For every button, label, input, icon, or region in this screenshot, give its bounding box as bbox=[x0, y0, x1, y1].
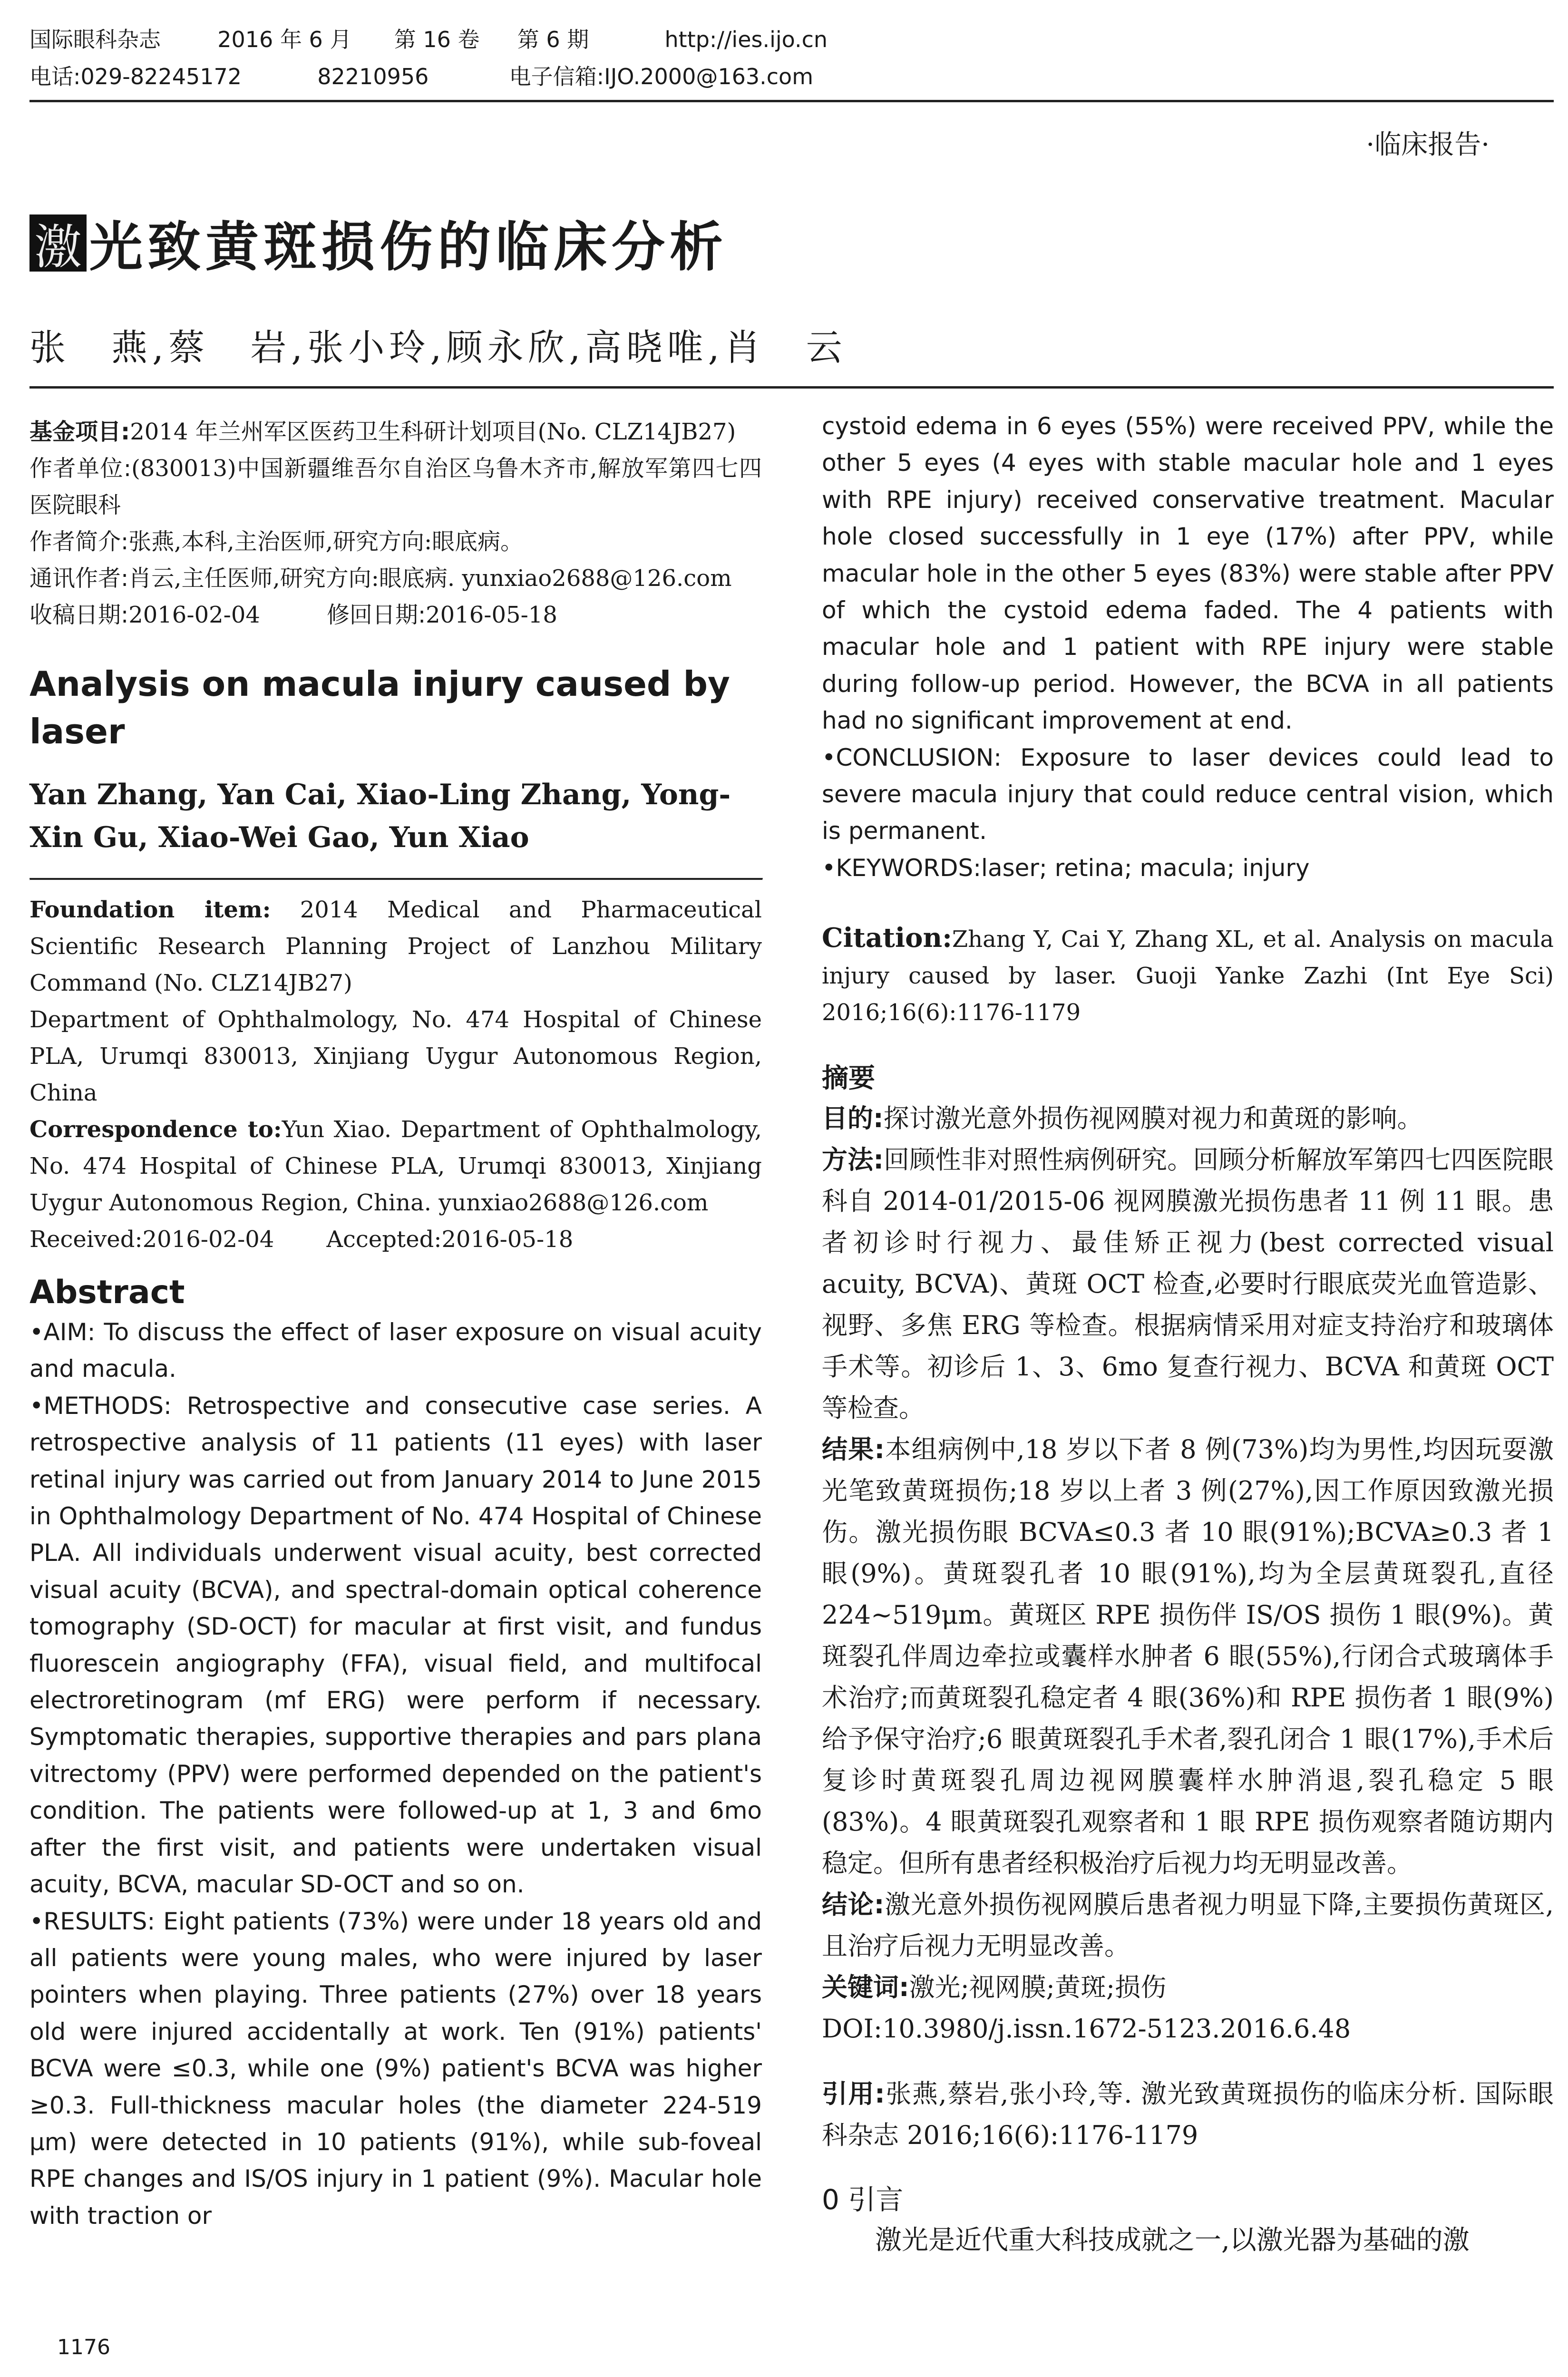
abstract-aim: •AIM: To discuss the effect of laser exposure on visual acuity and macula. bbox=[29, 1318, 762, 1383]
phone: 电话:029-82245172 bbox=[29, 64, 242, 89]
cn-conclusion: 结论:激光意外损伤视网膜后患者视力明显下降,主要损伤黄斑区,且治疗后视力无明显改善。 bbox=[822, 1890, 1554, 1961]
en-department: Department of Ophthalmology, No. 474 Hospital of Chinese PLA, Urumqi 830013, Xinjiang Uygur Autonomous Region, China bbox=[29, 1006, 762, 1106]
cn-aim: 目的:探讨激光意外损伤视网膜对视力和黄斑的影响。 bbox=[822, 1103, 1423, 1134]
cn-methods: 方法:回顾性非对照性病例研究。回顾分析解放军第四七四医院眼科自 2014-01/2015-06 视网膜激光损伤患者 11 例 11 眼。患者初诊时行视力、最佳矫正视力(best corrected visual acuity, BCVA)、黄斑 OCT 检查,必要时行眼底荧光血管造影、视野、多焦 ERG 等检查。根据病情采用对症支持治疗和玻璃体手术等。初诊后 1、3、6mo 复查行视力、BCVA 和黄斑 OCT 等检查。 bbox=[822, 1145, 1554, 1423]
citation: Citation:Zhang Y, Cai Y, Zhang XL, et al. Analysis on macula injury caused by laser. Guoji Yanke Zazhi (Int Eye Sci) 2016;16(6):1176-1179 bbox=[822, 922, 1554, 1026]
right-column bbox=[822, 404, 1554, 2261]
cn-results: 结果:本组病例中,18 岁以下者 8 例(73%)均为男性,均因玩耍激光笔致黄斑损伤;18 岁以上者 3 例(27%),因工作原因致激光损伤。激光损伤眼 BCVA≤0.3 者 10 眼(91%);BCVA≥0.3 者 1 眼(9%)。黄斑裂孔者 10 眼(91%),均为全层黄斑裂孔,直径 224~519μm。黄斑区 RPE 损伤伴 IS/OS 损伤 1 眼(9%)。黄斑裂孔伴周边牵拉或囊样水肿者 6 眼(55%),行闭合式玻璃体手术治疗;而黄斑裂孔稳定者 4 眼(36%)和 RPE 损伤者 1 眼(9%)给予保守治疗;6 眼黄斑裂孔手术者,裂孔闭合 1 眼(17%),手术后复诊时黄斑裂孔周边视网膜囊样水肿消退,裂孔稳定 5 眼(83%)。4 眼黄斑裂孔观察者和 1 眼 RPE 损伤观察者随访期内稳定。但所有患者经积极治疗后视力均无明显改善。 bbox=[822, 1434, 1554, 1879]
author-intro: 作者简介:张燕,本科,主治医师,研究方向:眼底病。 bbox=[29, 528, 524, 555]
author-unit: 作者单位:(830013)中国新疆维吾尔自治区乌鲁木齐市,解放军第四七四医院眼科 bbox=[29, 455, 762, 518]
correspondence-cn: 通讯作者:肖云,主任医师,研究方向:眼底病. yunxiao2688@126.com bbox=[29, 565, 732, 592]
running-header-line-2 bbox=[29, 58, 1537, 95]
fax: 82210956 bbox=[317, 64, 429, 89]
cn-citation: 引用:张燕,蔡岩,张小玲,等. 激光致黄斑损伤的临床分析. 国际眼科杂志 2016;16(6):1176-1179 bbox=[822, 2079, 1554, 2151]
en-dates: Received:2016-02-04 Accepted:2016-05-18 bbox=[29, 1226, 574, 1253]
en-correspondence: Correspondence to:Yun Xiao. Department of Ophthalmology, No. 474 Hospital of Chinese PLA, Urumqi 830013, Xinjiang Uygur Autonomous Region, China. yunxiao2688@126.com bbox=[29, 1116, 762, 1216]
english-title: Analysis on macula injury caused by laser bbox=[29, 664, 730, 751]
journal-name: 国际眼科杂志 bbox=[29, 27, 161, 52]
english-authors: Yan Zhang, Yan Cai, Xiao-Ling Zhang, Yong-Xin Gu, Xiao-Wei Gao, Yun Xiao bbox=[29, 778, 731, 854]
article-title bbox=[29, 205, 728, 281]
en-foundation: Foundation item: 2014 Medical and Pharmaceutical Scientific Research Planning Project of Lanzhou Military Command (No. CLZ14JB27) bbox=[29, 896, 762, 996]
abstract-heading: Abstract bbox=[29, 1274, 185, 1311]
header-rule bbox=[29, 100, 1554, 102]
introduction-text: 激光是近代重大科技成就之一,以激光器为基础的激 bbox=[875, 2225, 1470, 2256]
title-text: 光致黄斑损伤的临床分析 bbox=[89, 216, 728, 278]
abstract-results-continued: cystoid edema in 6 eyes (55%) were received PPV, while the other 5 eyes (4 eyes with stable macular hole and 1 eyes with RPE injury) received conservative treatment. Macular hole closed successfully in 1 eye (17%) after PPV, while macular hole in the other 5 eyes (83%) were stable after PPV of which the cystoid edema faded. The 4 patients with macular hole and 1 patient with RPE injury were stable during follow-up period. However, the BCVA in all patients had no significant improvement at end. bbox=[822, 412, 1554, 735]
doi[interactable]: DOI:10.3980/j.issn.1672-5123.2016.6.48 bbox=[822, 2014, 1351, 2044]
issue-date: 2016 年 6 月 bbox=[217, 27, 352, 52]
dates-cn: 收稿日期:2016-02-04 修回日期:2016-05-18 bbox=[29, 602, 557, 628]
cn-keywords: 关键词:激光;视网膜;黄斑;损伤 bbox=[822, 1972, 1167, 2003]
title-rule bbox=[29, 386, 1554, 389]
running-header-line-1 bbox=[29, 21, 1537, 58]
cn-metadata bbox=[29, 414, 762, 633]
introduction-heading: 0 引言 bbox=[822, 2183, 904, 2216]
abstract-methods: •METHODS: Retrospective and consecutive case series. A retrospective analysis of 11 patients (11 eyes) with laser retinal injury was carried out from January 2014 to June 2015 in Ophthalmology Department of No. 474 Hospital of Chinese PLA. All individuals underwent visual acuity, best corrected visual acuity (BCVA), and spectral-domain optical coherence tomography (SD-OCT) for macular at first visit, and fundus fluorescein angiography (FFA), visual field, and multifocal electroretinogram (mf ERG) were perform if necessary. Symptomatic therapies, supportive therapies and pars plana vitrectomy (PPV) were performed depended on the patient's condition. The patients were followed-up at 1, 3 and 6mo after the first visit, and patients were undertaken visual acuity, BCVA, macular SD-OCT and so on. bbox=[29, 1392, 762, 1899]
abstract-keywords: •KEYWORDS:laser; retina; macula; injury bbox=[822, 854, 1310, 882]
page-number: 1176 bbox=[57, 2335, 110, 2359]
abstract-results: •RESULTS: Eight patients (73%) were under 18 years old and all patients were young males, who were injured by laser pointers when playing. Three patients (27%) over 18 years old were injured accidentally at work. Ten (91%) patients' BCVA were ≤0.3, while one (9%) patient's BCVA was higher ≥0.3. Full-thickness macular holes (the diameter 224-519 μm) were detected in 10 patients (91%), while sub-foveal RPE changes and IS/OS injury in 1 patient (9%). Macular hole with traction or bbox=[29, 1907, 762, 2230]
journal-url[interactable]: http://ies.ijo.cn bbox=[664, 27, 828, 52]
running-header bbox=[29, 21, 1537, 95]
left-column bbox=[29, 404, 762, 2234]
fund-item: 基金项目:2014 年兰州军区医药卫生科研计划项目(No. CLZ14JB27) bbox=[29, 419, 736, 445]
email[interactable]: 电子信箱:IJO.2000@163.com bbox=[509, 64, 813, 89]
section-tag: ·临床报告· bbox=[1366, 129, 1490, 160]
volume: 第 16 卷 bbox=[394, 27, 480, 52]
issue-number: 第 6 期 bbox=[517, 27, 589, 52]
title-initial-char: 激 bbox=[29, 214, 87, 272]
abstract-conclusion: •CONCLUSION: Exposure to laser devices could lead to severe macula injury that could reduce central vision, which is permanent. bbox=[822, 743, 1554, 845]
authors-cn: 张 燕,蔡 岩,张小玲,顾永欣,高晓唯,肖 云 bbox=[29, 326, 847, 369]
cn-abstract-heading: 摘要 bbox=[822, 1063, 875, 1094]
